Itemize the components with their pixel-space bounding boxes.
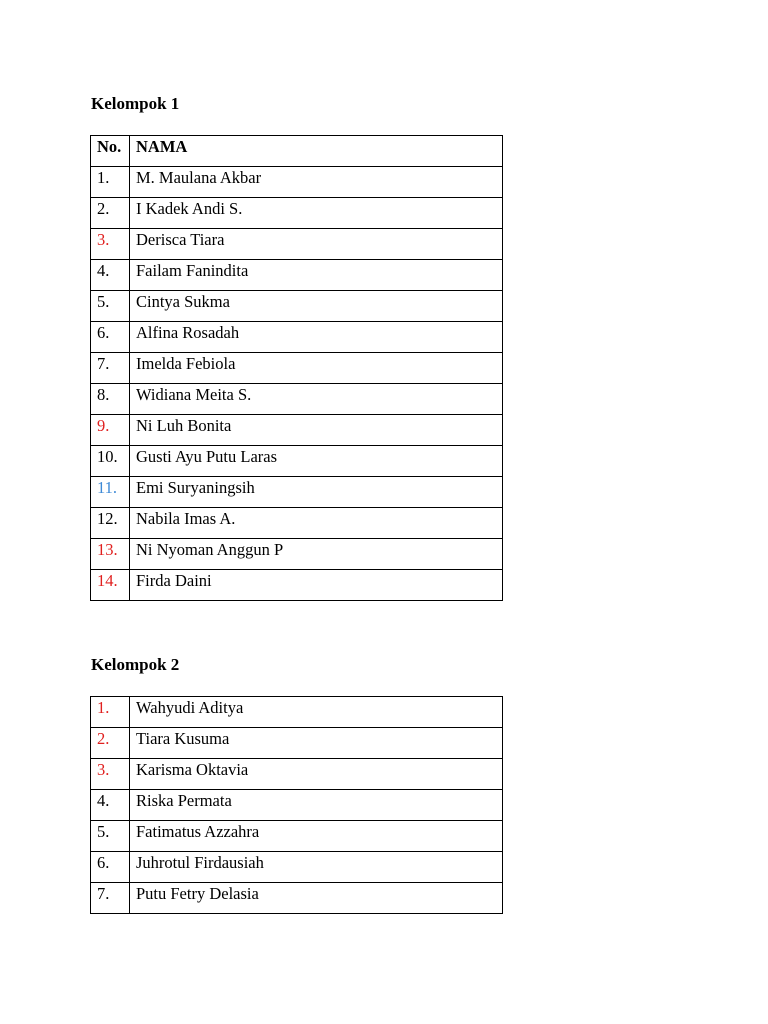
row-name: Ni Luh Bonita xyxy=(130,415,503,446)
table-row xyxy=(91,229,503,260)
table-row xyxy=(91,446,503,477)
row-number: 5. xyxy=(91,821,130,852)
row-name: Firda Daini xyxy=(130,570,503,601)
row-number: 11. xyxy=(91,477,130,508)
row-number: 7. xyxy=(91,353,130,384)
table-row xyxy=(91,852,503,883)
table-row xyxy=(91,759,503,790)
row-number: 4. xyxy=(91,790,130,821)
table-header-row xyxy=(91,136,503,167)
table-row xyxy=(91,260,503,291)
table-row xyxy=(91,697,503,728)
row-number: 14. xyxy=(91,570,130,601)
group-1-table xyxy=(90,135,503,601)
table-row xyxy=(91,883,503,914)
row-number: 2. xyxy=(91,728,130,759)
table-row xyxy=(91,415,503,446)
table-row xyxy=(91,508,503,539)
row-name: Emi Suryaningsih xyxy=(130,477,503,508)
row-name: Karisma Oktavia xyxy=(130,759,503,790)
row-name: Widiana Meita S. xyxy=(130,384,503,415)
table-row xyxy=(91,198,503,229)
row-name: M. Maulana Akbar xyxy=(130,167,503,198)
row-name: Tiara Kusuma xyxy=(130,728,503,759)
row-number: 13. xyxy=(91,539,130,570)
header-name: NAMA xyxy=(130,136,503,167)
row-name: Fatimatus Azzahra xyxy=(130,821,503,852)
row-number: 3. xyxy=(91,759,130,790)
row-name: Wahyudi Aditya xyxy=(130,697,503,728)
row-name: I Kadek Andi S. xyxy=(130,198,503,229)
row-name: Nabila Imas A. xyxy=(130,508,503,539)
row-number: 6. xyxy=(91,852,130,883)
table-row xyxy=(91,384,503,415)
row-number: 2. xyxy=(91,198,130,229)
row-name: Gusti Ayu Putu Laras xyxy=(130,446,503,477)
row-name: Alfina Rosadah xyxy=(130,322,503,353)
table-row xyxy=(91,539,503,570)
row-number: 6. xyxy=(91,322,130,353)
group-1-title: Kelompok 1 xyxy=(91,94,180,113)
row-number: 4. xyxy=(91,260,130,291)
row-number: 1. xyxy=(91,167,130,198)
row-name: Ni Nyoman Anggun P xyxy=(130,539,503,570)
row-number: 12. xyxy=(91,508,130,539)
table-row xyxy=(91,570,503,601)
table-row xyxy=(91,353,503,384)
group-2-table xyxy=(90,696,503,914)
row-number: 8. xyxy=(91,384,130,415)
table-row xyxy=(91,477,503,508)
row-name: Cintya Sukma xyxy=(130,291,503,322)
group-2-title: Kelompok 2 xyxy=(91,655,180,674)
row-name: Failam Fanindita xyxy=(130,260,503,291)
header-no: No. xyxy=(91,136,130,167)
row-number: 9. xyxy=(91,415,130,446)
table-row xyxy=(91,728,503,759)
row-name: Imelda Febiola xyxy=(130,353,503,384)
row-name: Riska Permata xyxy=(130,790,503,821)
row-number: 5. xyxy=(91,291,130,322)
table-row xyxy=(91,167,503,198)
table-row xyxy=(91,821,503,852)
row-number: 3. xyxy=(91,229,130,260)
row-number: 10. xyxy=(91,446,130,477)
row-number: 7. xyxy=(91,883,130,914)
table-row xyxy=(91,790,503,821)
row-name: Juhrotul Firdausiah xyxy=(130,852,503,883)
table-row xyxy=(91,322,503,353)
table-row xyxy=(91,291,503,322)
row-number: 1. xyxy=(91,697,130,728)
row-name: Derisca Tiara xyxy=(130,229,503,260)
row-name: Putu Fetry Delasia xyxy=(130,883,503,914)
